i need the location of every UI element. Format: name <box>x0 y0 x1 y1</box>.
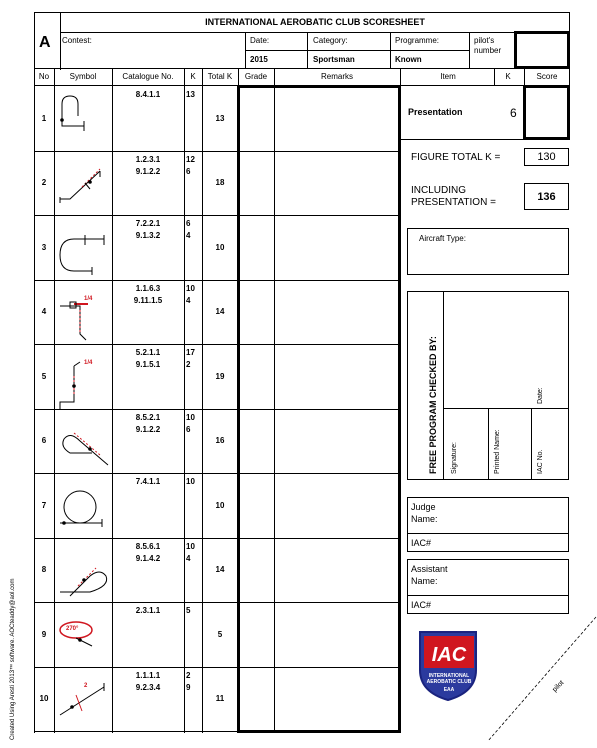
symbol-mark: 1/4 <box>84 360 93 366</box>
k-value: 6 <box>186 425 191 434</box>
turn-270-icon <box>58 614 114 670</box>
k-value: 5 <box>186 606 191 615</box>
remarks-cell[interactable] <box>276 216 398 279</box>
aircraft-label: Aircraft Type: <box>419 234 466 243</box>
catalogue-number: 8.4.1.1 <box>135 90 161 99</box>
k-value: 10 <box>186 542 195 551</box>
printed-name-label: Printed Name: <box>494 429 501 474</box>
symbol-mark: 270° <box>66 626 79 632</box>
k-value: 9 <box>186 683 191 692</box>
svg-text:EAA: EAA <box>443 687 455 693</box>
svg-text:AEROBATIC CLUB: AEROBATIC CLUB <box>426 679 472 685</box>
k-value: 12 <box>186 155 195 164</box>
total-k-value: 14 <box>215 307 225 316</box>
k-value: 13 <box>186 90 195 99</box>
figure-total-value: 130 <box>537 151 556 163</box>
free-program-label: FREE PROGRAM CHECKED BY: <box>428 336 438 474</box>
grade-cell[interactable] <box>240 603 273 666</box>
figure-number: 8 <box>41 565 47 574</box>
catalogue-number: 9.1.4.2 <box>135 554 161 563</box>
figure-number: 4 <box>41 307 47 316</box>
catalogue-number: 2.3.1.1 <box>135 606 161 615</box>
contest-label: Contest: <box>62 36 92 45</box>
catalogue-number: 5.2.1.1 <box>135 348 161 357</box>
presentation-score-box[interactable] <box>523 85 570 140</box>
remarks-cell[interactable] <box>276 603 398 666</box>
including-label-1: INCLUDING <box>411 185 467 196</box>
catalogue-number: 9.1.3.2 <box>135 231 161 240</box>
catalogue-number: 1.2.3.1 <box>135 155 161 164</box>
grade-cell[interactable] <box>240 281 273 343</box>
k-value: 4 <box>186 554 191 563</box>
remarks-cell[interactable] <box>276 281 398 343</box>
total-k-value: 19 <box>215 371 225 381</box>
k-value: 6 <box>186 167 191 176</box>
figure-number: 3 <box>41 242 47 252</box>
iac-no-label: IAC No. <box>537 449 544 474</box>
catalogue-number: 9.1.5.1 <box>135 360 161 369</box>
date-sign-label: Date: <box>537 387 544 404</box>
total-k-value: 11 <box>215 694 225 703</box>
k-value: 4 <box>186 231 191 240</box>
k-value: 10 <box>186 284 195 293</box>
total-k-value: 13 <box>215 113 225 123</box>
k-value: 4 <box>186 296 191 305</box>
total-k-value: 14 <box>215 565 225 574</box>
catalogue-number: 8.5.6.1 <box>135 542 161 551</box>
catalogue-number: 9.11.1.5 <box>133 296 163 305</box>
col-no: No <box>38 72 50 81</box>
figure-number: 10 <box>39 694 49 703</box>
col-remarks: Remarks <box>320 72 353 81</box>
half-cuban-icon <box>58 98 114 154</box>
remarks-cell[interactable] <box>276 539 398 601</box>
grade-cell[interactable] <box>240 345 273 408</box>
grade-cell[interactable] <box>240 410 273 472</box>
half-cuban-roll-icon <box>58 550 114 606</box>
k-value: 10 <box>186 413 195 422</box>
remarks-cell[interactable] <box>276 410 398 472</box>
figure-number: 9 <box>41 629 47 639</box>
scoresheet-title: INTERNATIONAL AEROBATIC CLUB SCORESHEET <box>205 17 425 27</box>
reverse-cuban-icon <box>58 421 114 477</box>
including-value: 136 <box>537 191 556 203</box>
pilot-number-label-1: pilot's <box>474 36 495 45</box>
remarks-cell[interactable] <box>276 345 398 408</box>
catalogue-number: 9.1.2.2 <box>135 425 161 434</box>
symbol-mark: 1/4 <box>84 296 93 302</box>
half-loop-roll-icon <box>58 227 114 283</box>
loop-icon <box>58 485 114 541</box>
presentation-label: Presentation <box>408 107 463 117</box>
catalogue-number: 7.2.2.1 <box>135 219 161 228</box>
signature-label: Signature: <box>451 442 458 474</box>
catalogue-number: 1.1.6.3 <box>135 284 161 293</box>
remarks-cell[interactable] <box>276 668 398 730</box>
judge-name-label-1: Judge <box>411 502 436 512</box>
category-value: Sportsman <box>313 55 355 64</box>
catalogue-number: 1.1.1.1 <box>135 671 161 680</box>
col-symbol: Symbol <box>69 72 97 81</box>
k-value: 6 <box>186 219 191 228</box>
programme-label: Programme: <box>395 36 440 45</box>
created-by-text: Created Using Aresti 2013™ software. AOCteaddy@aol.com <box>10 578 16 740</box>
pilot-number-box[interactable] <box>514 31 570 69</box>
total-k-value: 5 <box>217 629 223 639</box>
symbol-mark: 2 <box>84 683 88 689</box>
pilot-cut-label: pilot <box>551 679 566 694</box>
grade-cell[interactable] <box>240 474 273 537</box>
catalogue-number: 9.2.3.4 <box>135 683 161 692</box>
remarks-cell[interactable] <box>276 152 398 214</box>
figure-number: 7 <box>41 500 47 510</box>
date-value: 2015 <box>250 55 268 64</box>
grade-cell[interactable] <box>240 539 273 601</box>
judge-iac-label: IAC# <box>411 538 432 548</box>
catalogue-number: 8.5.2.1 <box>135 413 161 422</box>
catalogue-number: 9.1.2.2 <box>135 167 161 176</box>
judge-name-label-2: Name: <box>411 514 438 524</box>
col-total-k: Total K <box>207 72 233 81</box>
svg-text:INTERNATIONAL: INTERNATIONAL <box>428 673 470 679</box>
col-k: K <box>190 72 196 81</box>
total-k-value: 16 <box>215 436 225 445</box>
including-label-2: PRESENTATION = <box>411 197 496 208</box>
iac-logo <box>418 630 480 702</box>
pilot-number-label-2: number <box>474 46 502 55</box>
flight-letter: A <box>39 34 51 51</box>
category-label: Category: <box>313 36 348 45</box>
assistant-name-label-1: Assistant <box>411 564 448 574</box>
col-grade: Grade <box>244 72 268 81</box>
remarks-cell[interactable] <box>276 474 398 537</box>
figure-number: 1 <box>41 113 47 123</box>
assistant-iac-label: IAC# <box>411 600 432 610</box>
total-k-value: 10 <box>215 242 225 252</box>
figure-number: 2 <box>41 178 47 187</box>
total-k-value: 18 <box>215 178 225 187</box>
presentation-k: 6 <box>510 106 517 120</box>
figure-number: 6 <box>41 436 47 445</box>
grade-cell[interactable] <box>240 152 273 214</box>
programme-value: Known <box>395 55 422 64</box>
catalogue-number: 7.4.1.1 <box>135 477 161 486</box>
cut-line <box>480 615 597 743</box>
grade-cell[interactable] <box>240 216 273 279</box>
k-value: 17 <box>186 348 195 357</box>
col-k2: K <box>505 72 511 81</box>
col-item: Item <box>440 72 456 81</box>
total-k-value: 10 <box>215 500 225 510</box>
svg-text:IAC: IAC <box>431 644 467 666</box>
col-catalogue: Catalogue No. <box>122 72 174 81</box>
figure-total-label: FIGURE TOTAL K = <box>411 152 501 163</box>
k-value: 2 <box>186 671 191 680</box>
remarks-cell[interactable] <box>276 87 398 150</box>
grade-cell[interactable] <box>240 87 273 150</box>
climb-45-roll-icon <box>58 163 114 219</box>
grade-cell[interactable] <box>240 668 273 730</box>
date-label: Date: <box>250 36 270 45</box>
figure-number: 5 <box>41 371 47 381</box>
k-value: 2 <box>186 360 191 369</box>
col-score: Score <box>536 72 558 81</box>
assistant-name-label-2: Name: <box>411 576 438 586</box>
k-value: 10 <box>186 477 195 486</box>
